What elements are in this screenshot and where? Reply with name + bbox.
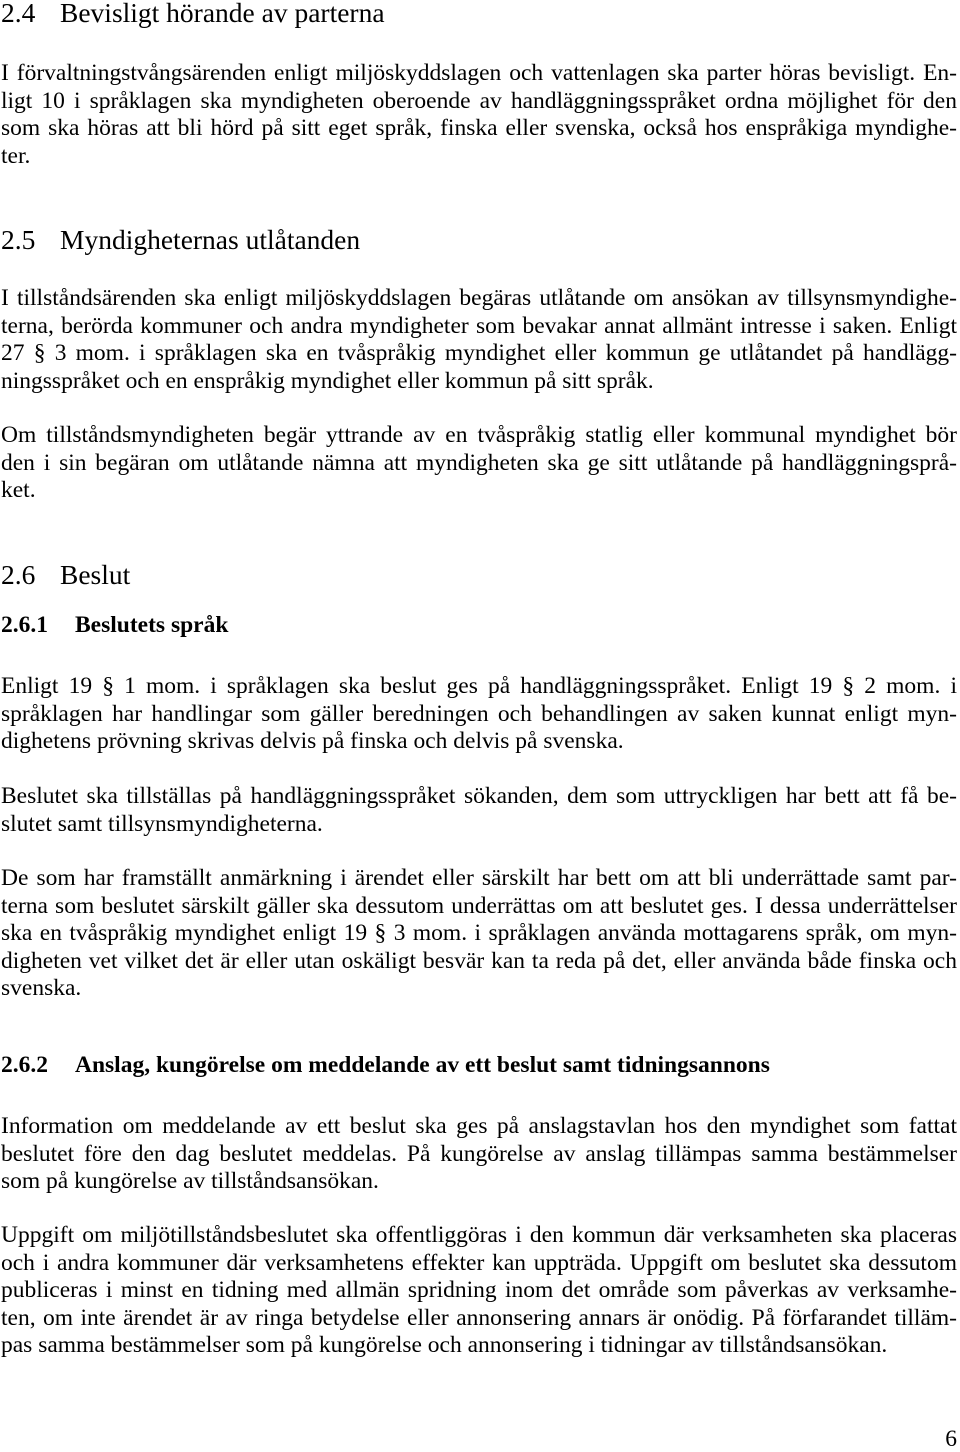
text-line: Information om meddelande av ett beslut ska ges på anslagstavlan hos den myndighet som fattat: [1, 1113, 957, 1139]
text-line: dighetens prövning skrivas delvis på finska och delvis på svenska.: [1, 728, 624, 755]
section-number: 2.6: [1, 559, 36, 590]
subsection-number: 2.6.2: [1, 1052, 48, 1078]
subsection-heading: [1, 1052, 957, 1080]
text-line: De som har framställt anmärkning i ärendet eller särskilt har bett om att bli underrättade samt par-: [1, 865, 957, 891]
text-line: ket.: [1, 477, 36, 504]
paragraph: [1, 673, 957, 756]
paragraph: [1, 865, 957, 1003]
subsection-number: 2.6.1: [1, 612, 48, 638]
text-line: språklagen har handlingar som gäller beredningen och behandlingen av saken kunnat enligt myn-: [1, 700, 957, 727]
text-line: den i sin begäran om utlåtande nämna att myndigheten ska ge sitt utlåtande på handläggningsprå-: [1, 449, 957, 476]
text-line: terna, berörda kommuner och andra myndigheter som bevakar annat allmänt intresse i saken. Enligt: [1, 312, 957, 339]
text-line: publiceras i minst en tidning med allmän spridning inom det område som påverkas av verksamhe-: [1, 1277, 957, 1304]
text-line: ska en tvåspråkig myndighet enligt 19 § 3 mom. i språklagen använda mottagarens språk, om myn-: [1, 920, 957, 947]
text-line: 27 § 3 mom. i språklagen ska en tvåspråkig myndighet eller kommun ge utlåtandet på handlägg-: [1, 340, 957, 367]
text-line: ten, om inte ärendet är av ringa betydelse eller annonsering annars är onödig. På förfarandet tilläm-: [1, 1304, 957, 1331]
text-line: Om tillståndsmyndigheten begär yttrande av en tvåspråkig statlig eller kommunal myndighet bör: [1, 422, 957, 448]
text-line: beslutet före den dag beslutet meddelas. På kungörelse av anslag tillämpas samma bestämmelser: [1, 1140, 957, 1167]
section-title: Myndigheternas utlåtanden: [60, 224, 361, 255]
text-line: och i andra kommuner där verksamhetens effekter kan uppträda. Uppgift om beslutet ska dessutom: [1, 1249, 957, 1276]
section-number: 2.4: [1, 0, 36, 28]
text-line: Uppgift om miljötillståndsbeslutet ska offentliggöras i den kommun där verksamheten ska placeras: [1, 1222, 957, 1248]
paragraph: [1, 783, 957, 838]
text-line: I tillståndsärenden ska enligt miljöskyddslagen begäras utlåtande om ansökan av tillsynsmyndighe-: [1, 285, 957, 311]
subsection-title: Anslag, kungörelse om meddelande av ett beslut samt tidningsannons: [75, 1052, 770, 1078]
paragraph: [1, 422, 957, 505]
paragraph: [1, 1222, 957, 1360]
page-number: 6: [945, 1426, 957, 1452]
section-heading: [1, 0, 957, 26]
text-line: som ska höras att bli hörd på sitt eget språk, finska eller svenska, också hos enspråkiga myndighe-: [1, 115, 957, 142]
text-line: som på kungörelse av tillståndsansökan.: [1, 1168, 379, 1195]
text-line: I förvaltningstvångsärenden enligt miljöskyddslagen och vattenlagen ska parter höras bevisligt. En-: [1, 60, 957, 86]
section-title: Beslut: [60, 559, 131, 590]
subsection-title: Beslutets språk: [75, 612, 229, 638]
text-line: digheten vet vilket det är eller utan oskäligt besvär kan ta reda på det, eller använda både finska och: [1, 947, 957, 974]
subsection-heading: [1, 612, 957, 640]
text-line: ligt 10 i språklagen ska myndigheten oberoende av handläggningsspråket ordna möjlighet för den: [1, 87, 957, 114]
text-line: ningsspråket och en enspråkig myndighet eller kommun på sitt språk.: [1, 367, 654, 394]
paragraph: [1, 285, 957, 395]
text-line: ter.: [1, 142, 31, 169]
section-title: Bevisligt hörande av parterna: [60, 0, 385, 28]
section-heading: [1, 224, 957, 255]
section-heading: [1, 559, 957, 590]
text-line: svenska.: [1, 975, 82, 1002]
text-line: pas samma bestämmelser som på kungörelse och annonsering i tidningar av tillståndsansökan.: [1, 1332, 888, 1359]
text-line: Beslutet ska tillställas på handläggningsspråket sökanden, dem som uttryckligen har bett att få be-: [1, 783, 957, 809]
paragraph: [1, 60, 957, 170]
text-line: terna som beslutet särskilt gäller ska dessutom underrättas om att beslutet ges. I dessa underrättelser: [1, 892, 957, 919]
text-line: Enligt 19 § 1 mom. i språklagen ska beslut ges på handläggningsspråket. Enligt 19 § 2 mom. i: [1, 673, 957, 699]
text-line: slutet samt tillsynsmyndigheterna.: [1, 810, 323, 837]
paragraph: [1, 1113, 957, 1196]
section-number: 2.5: [1, 224, 36, 255]
